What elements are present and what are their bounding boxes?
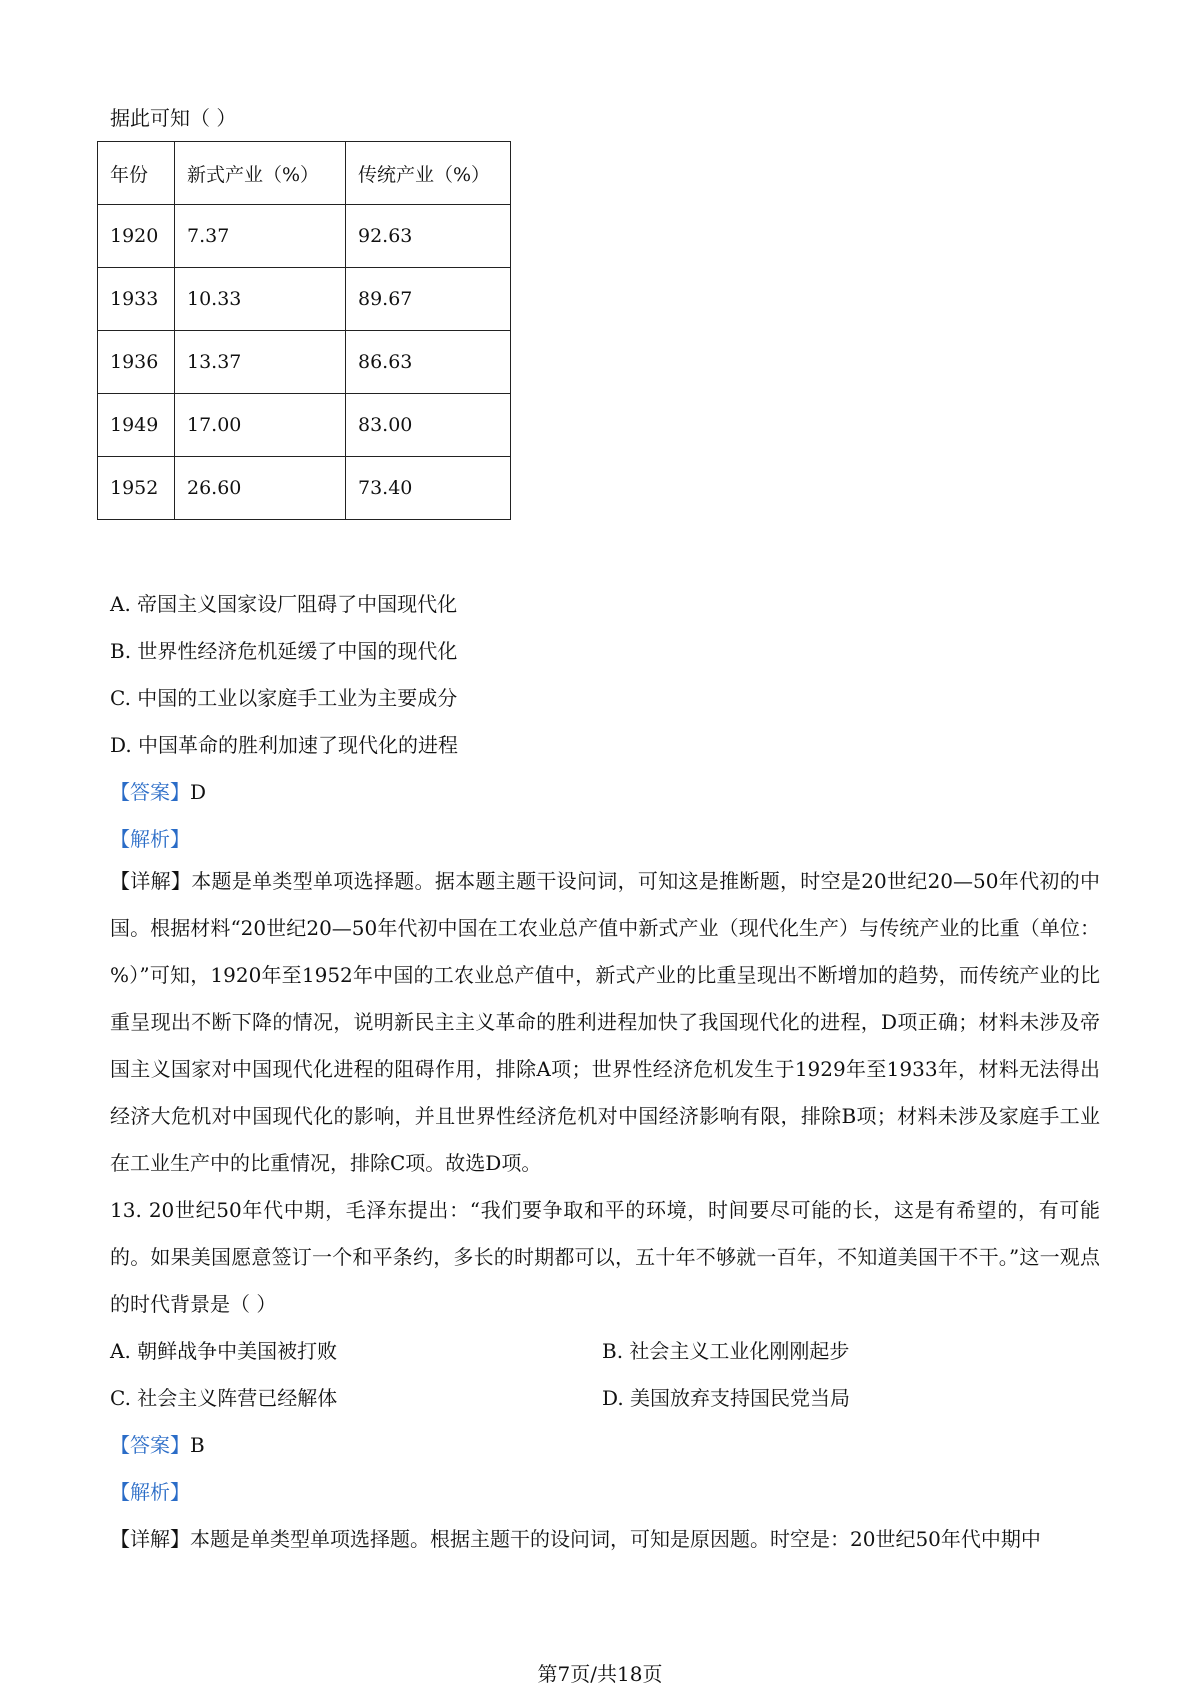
cell-year: 1936: [98, 331, 175, 394]
q13-option-d: D. 美国放弃支持国民党当局: [602, 1386, 851, 1410]
cell-year: 1952: [98, 457, 175, 520]
detail-label: 【详解】: [110, 1527, 190, 1551]
cell-traditional: 89.67: [346, 268, 511, 331]
q12-option-d: D. 中国革命的胜利加速了现代化的进程: [110, 733, 459, 757]
q13-detail: [110, 1523, 1041, 1552]
cell-traditional: 86.63: [346, 331, 511, 394]
table-row: [98, 394, 511, 457]
detail-text: 本题是单类型单项选择题。据本题主题干设问词，可知这是推断题，时空是20世纪20—50年代初的中国。根据材料“20世纪20—50年代初中国在工农业总产值中新式产业（现代化生产）与传统产业的比重（单位：%）”可知，1920年至1952年中国的工农业总产值中，新式产业的比重呈现出不断增加的趋势，而传统产业的比重呈现出不断下降的情况，说明新民主主义革命的胜利进程加快了我国现代化的进程，D项正确；材料未涉及帝国主义国家对中国现代化进程的阻碍作用，排除A项；世界性经济危机发生于1929年至1933年，材料无法得出经济大危机对中国现代化的影响，并且世界性经济危机对中国经济影响有限，排除B项；材料未涉及家庭手工业在工业生产中的比重情况，排除C项。故选D项。: [110, 869, 1100, 1175]
answer-label: 【答案】: [110, 780, 190, 804]
cell-year: 1933: [98, 268, 175, 331]
answer-value: B: [190, 1433, 205, 1457]
cell-traditional: 73.40: [346, 457, 511, 520]
q12-answer: [110, 776, 206, 805]
q13-answer: [110, 1429, 205, 1458]
table-row: [98, 331, 511, 394]
table-row: [98, 268, 511, 331]
table-row: [98, 457, 511, 520]
table-row: [98, 205, 511, 268]
q13-option-b: B. 社会主义工业化刚刚起步: [602, 1339, 850, 1363]
header-traditional-industry: 传统产业（%）: [346, 142, 511, 205]
q13-stem: 13. 20世纪50年代中期，毛泽东提出：“我们要争取和平的环境，时间要尽可能的长，这是有希望的，有可能的。如果美国愿意签订一个和平条约，多长的时期都可以，五十年不够就一百年，不知道美国干不干。”这一观点的时代背景是（ ）: [110, 1198, 1100, 1316]
q12-stem: 据此可知（ ）: [110, 106, 237, 130]
page-number: 第7页/共18页: [537, 1662, 663, 1686]
cell-new: 10.33: [175, 268, 346, 331]
q12-option-a: A. 帝国主义国家设厂阻碍了中国现代化: [110, 592, 458, 616]
cell-new: 17.00: [175, 394, 346, 457]
detail-text: 本题是单类型单项选择题。根据主题干的设问词，可知是原因题。时空是：20世纪50年代中期中: [190, 1527, 1041, 1551]
cell-traditional: 83.00: [346, 394, 511, 457]
q13-analysis-label: 【解析】: [110, 1480, 190, 1504]
q12-detail: [110, 858, 1100, 1187]
detail-label: 【详解】: [110, 869, 192, 893]
answer-label: 【答案】: [110, 1433, 190, 1457]
industry-share-table: [97, 141, 511, 520]
cell-new: 26.60: [175, 457, 346, 520]
q13-option-a: A. 朝鲜战争中美国被打败: [110, 1339, 338, 1363]
header-new-industry: 新式产业（%）: [175, 142, 346, 205]
q12-option-c: C. 中国的工业以家庭手工业为主要成分: [110, 686, 458, 710]
cell-new: 7.37: [175, 205, 346, 268]
q12-option-b: B. 世界性经济危机延缓了中国的现代化: [110, 639, 458, 663]
cell-year: 1949: [98, 394, 175, 457]
q12-analysis-label: 【解析】: [110, 827, 190, 851]
cell-new: 13.37: [175, 331, 346, 394]
header-year: 年份: [98, 142, 175, 205]
cell-year: 1920: [98, 205, 175, 268]
q13-option-c: C. 社会主义阵营已经解体: [110, 1386, 338, 1410]
answer-value: D: [190, 780, 207, 804]
cell-traditional: 92.63: [346, 205, 511, 268]
table-header-row: [98, 142, 511, 205]
